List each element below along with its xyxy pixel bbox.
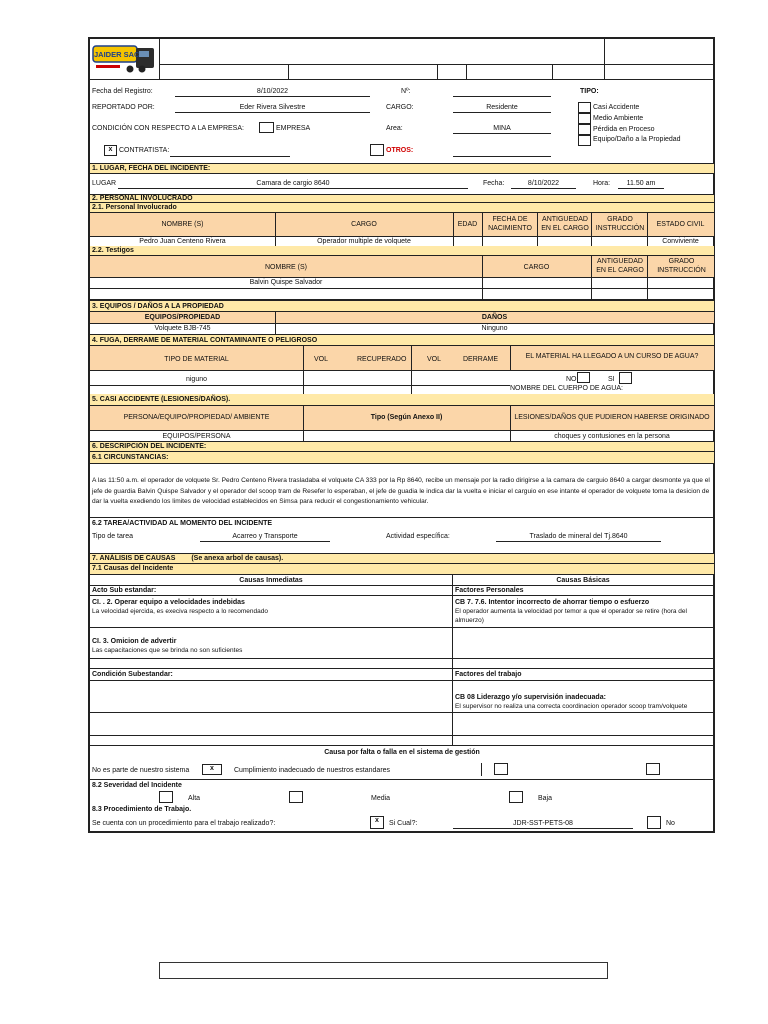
gestion-checkbox-3[interactable] [646,763,660,775]
procedimiento-si-cual-label: Si Cual?: [389,820,418,827]
severidad-baja-label: Baja [538,795,553,802]
s1-fecha-label: Fecha: [483,180,505,187]
logo-text: JAIDER SAC [94,50,140,59]
otros-label: OTROS: [386,147,414,154]
cb7-text[interactable]: El operador aumenta la velocidad por temor a que el operador se retire (hora del almuerzo) [455,608,687,624]
causas-inmediatas-header: Causas Inmediatas [239,577,303,584]
severidad-alta-checkbox[interactable] [159,791,173,803]
tipo-label: TIPO: [580,88,599,95]
section-1-title: 1. LUGAR, FECHA DEL INCIDENTE: [90,163,714,174]
danos-value[interactable]: Ninguno [481,325,508,332]
th-testigo-cargo: CARGO [523,264,550,271]
causas-basicas-header: Causas Básicas [556,577,610,584]
no-sistema-label: No es parte de nuestro sistema [92,767,190,774]
material-value[interactable]: niguno [185,376,208,383]
fecha-registro-label: Fecha del Registro: [92,88,153,95]
actividad-value[interactable]: Traslado de mineral del Tj.8640 [529,533,628,540]
th-testigo-antiguedad: ANTIGUEDAD EN EL CARGO [596,258,644,274]
th-tipo-material: TIPO DE MATERIAL [164,356,229,363]
th-danos: DAÑOS [481,314,508,321]
section-6-title: 6. DESCRIPCIÓN DEL INCIDENTE: [90,441,714,452]
th-persona-equipo: PERSONA/EQUIPO/PROPIEDAD/ AMBIENTE [123,414,270,421]
acto-subestandar-label: Acto Sub estandar: [92,587,157,594]
procedimiento-label: Se cuenta con un procedimiento para el trabajo realizado?: [92,820,276,827]
cb08-text[interactable]: El supervisor no realiza una correcta coordinacion operador scoop tram/volquete [455,703,688,710]
tipo-casi-accidente-checkbox[interactable] [578,102,591,113]
gestion-title: Causa por falta o falla en el sistema de gestión [324,749,480,756]
s7-title-note: (Se anexa arbol de causas). [191,555,284,562]
condicion-subestandar-label: Condición Subestandar: [92,671,173,678]
section-2-2-title: 2.2. Testigos [90,246,714,256]
agua-no-checkbox[interactable] [577,372,590,383]
lugar-value[interactable]: Camara de cargio 8640 [256,180,330,187]
th-edad: EDAD [457,221,478,228]
tipo-equipo-dano-checkbox[interactable] [578,135,591,146]
th-testigo-nombre: NOMBRE (S) [265,264,307,271]
th-testigo-grado: GRADO INSTRUCCIÓN [657,258,706,274]
severidad-title: 8.2 Severidad del Incidente [92,782,182,789]
th-estado-civil: ESTADO CIVIL [656,221,705,228]
truck-logo-icon [92,44,156,74]
factores-personales-label: Factores Personales [455,587,524,594]
nro-label: Nº: [401,88,411,95]
ci3-text[interactable]: Las capacitaciones que se brinda no son suficientes [92,647,243,654]
s5-persona-value[interactable]: EQUIPOS/PERSONA [162,433,231,440]
tarea-title: 6.2 TAREA/ACTIVIDAD AL MOMENTO DEL INCIDENTE [92,520,273,527]
th-cargo: CARGO [351,221,377,228]
severidad-media-label: Media [371,795,391,802]
cumplimiento-label: Cumplimiento inadecuado de nuestros estandares [234,767,391,774]
nombre-cuerpo-agua-label: NOMBRE DEL CUERPO DE AGUA: [510,385,623,392]
cb7-title: CB 7. 7.6. Intentor incorrecto de ahorrar tiempo o esfuerzo [455,599,650,606]
agua-si-label: SI [608,376,615,383]
section-4-title: 4. FUGA, DERRAME DE MATERIAL CONTAMINANTE O PELIGROSO [90,334,714,346]
procedimiento-si-checkbox[interactable]: x [370,816,384,829]
th-curso-agua: EL MATERIAL HA LLEGADO A UN CURSO DE AGUA? [525,353,699,360]
ci3-title: CI. 3. Omicion de advertir [92,638,177,645]
empresa-label: EMPRESA [276,125,311,132]
tipo-option-3: Pérdida en Proceso [593,126,655,133]
agua-no-label: NO [566,376,577,383]
section-7-title [90,553,714,564]
severidad-alta-label: Alta [188,795,201,802]
th-grado: GRADO INSTRUCCIÓN [595,216,645,232]
th-vol-2: VOL [427,356,442,363]
section-7-1-title: 7.1 Causas del Incidente [90,564,714,575]
footer-empty-box [159,962,608,979]
tipo-medio-ambiente-checkbox[interactable] [578,113,591,124]
th-derrame: DERRAME [463,356,499,363]
section-2-1-title: 2.1. Personal Involucrado [90,203,714,213]
ci2-text[interactable]: La velocidad ejercida, es execiva respecto a lo recomendado [92,608,268,615]
th-vol-1: VOL [314,356,329,363]
no-sistema-checkbox[interactable]: x [202,764,222,775]
s7-title-text: 7. ANÁLISIS DE CAUSAS [92,555,176,562]
cargo-value[interactable]: Residente [486,104,518,111]
severidad-baja-checkbox[interactable] [509,791,523,803]
contratista-label: CONTRATISTA: [119,147,170,154]
otros-checkbox[interactable] [370,144,384,156]
gestion-checkbox-2[interactable] [494,763,508,775]
involucrado-cargo[interactable]: Operador multiple de volquete [317,238,411,245]
fecha-registro-value[interactable]: 8/10/2022 [256,88,289,95]
procedimiento-no-checkbox[interactable] [647,816,661,829]
empresa-checkbox[interactable] [259,122,274,133]
tipo-tarea-label: Tipo de tarea [92,533,133,540]
th-antiguedad: ANTIGUEDAD EN EL CARGO [541,216,589,232]
cargo-label: CARGO: [386,104,414,111]
equipo-value[interactable]: Volquete BJB-745 [154,325,211,332]
procedimiento-title: 8.3 Procedimiento de Trabajo. [92,806,192,813]
agua-si-checkbox[interactable] [619,372,632,384]
actividad-label: Actividad específica: [386,533,450,540]
section-3-title: 3. EQUIPOS / DAÑOS A LA PROPIEDAD [90,300,714,312]
section-6-1-title: 6.1 CIRCUNSTANCIAS: [90,452,714,464]
lugar-label: LUGAR [92,180,117,187]
tipo-option-1: Casi Accidente [593,104,640,111]
section-2-title: 2. PERSONAL INVOLUCRADO [90,194,714,203]
header-divider [159,38,160,79]
procedimiento-no-label: No [666,820,675,827]
tipo-tarea-value[interactable]: Acarreo y Transporte [232,533,298,540]
hora-value[interactable]: 11.50 am [626,180,656,187]
th-tipo-anexo: Tipo (Según Anexo II) [370,414,443,421]
hora-label: Hora: [593,180,611,187]
th-nombre: NOMBRE (S) [161,221,204,228]
tipo-perdida-proceso-checkbox[interactable] [578,124,591,135]
factores-trabajo-label: Factores del trabajo [455,671,522,678]
ci2-title: CI. . 2. Operar equipo a velocidades indebidas [92,599,245,606]
involucrado-estado-civil[interactable]: Conviviente [662,238,699,245]
th-fecha-nacimiento: FECHA DE NACIMIENTO [488,216,532,232]
severidad-media-checkbox[interactable] [289,791,303,803]
involucrado-nombre[interactable]: Pedro Juan Centeno Rivera [139,238,226,245]
s5-lesiones-value[interactable]: choques y contusiones en la persona [554,433,670,440]
th-lesiones-danos: LESIONES/DAÑOS QUE PUDIERON HABERSE ORIGINADO [514,414,710,421]
th-recuperado: RECUPERADO [357,356,407,363]
area-value[interactable]: MINA [493,125,511,132]
cb08-title: CB 08 Liderazgo y/o supervisión inadecuada: [455,694,606,701]
contratista-checkbox[interactable]: x [104,145,117,156]
procedimiento-value[interactable]: JDR-SST-PETS-08 [513,820,573,827]
circunstancias-text[interactable]: A las 11:50 a.m. el operador de volquete Sr. Pedro Centeno Rivera trasladaba el volquete CA 333 por la Rp 8640, recibe un mensaje por la radio dirigirse a la camara de carguio 8640 a cargar desmonte ya que el jefe de guardia Balvin Quispe Salvador y el operador del scoop tram de Resefer lo esperaban, el jefe de guadia le indica dar la vuelta e iniciar el carguio en ese intante el operador de volquete toma la desicion de dar la vuelta exediendo los limites de velocidad establecidos en Simsa para reducir el congestionamiento vehicular. [92,477,710,505]
condicion-label: CONDICIÓN CON RESPECTO A LA EMPRESA: [92,125,244,132]
s1-fecha-value[interactable]: 8/10/2022 [527,180,560,187]
reportado-value[interactable]: Eder Rivera Silvestre [239,104,306,111]
testigo-nombre[interactable]: Balvin Quispe Salvador [249,279,323,286]
th-equipos: EQUIPOS/PROPIEDAD [144,314,221,321]
section-5-title: 5. CASI ACCIDENTE (LESIONES/DAÑOS). [90,394,714,406]
tipo-option-4: Equipo/Daño a la Propiedad [593,136,681,143]
area-label: Area: [386,125,403,132]
company-logo [92,44,156,74]
reportado-label: REPORTADO POR: [92,104,155,111]
tipo-option-2: Medio Ambiente [593,115,644,122]
